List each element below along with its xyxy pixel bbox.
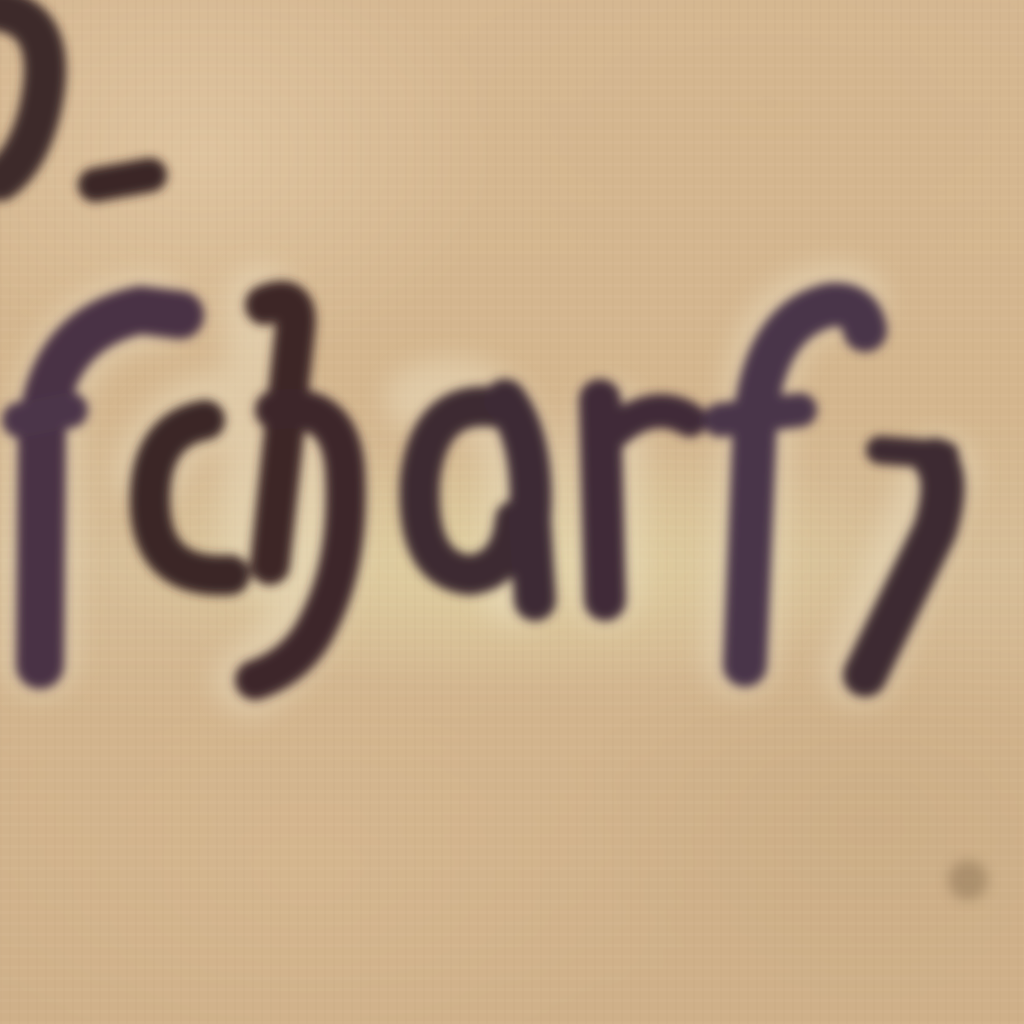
letter-c — [150, 420, 230, 575]
partial-letter-top — [0, 10, 45, 180]
ink-dot — [95, 175, 150, 185]
